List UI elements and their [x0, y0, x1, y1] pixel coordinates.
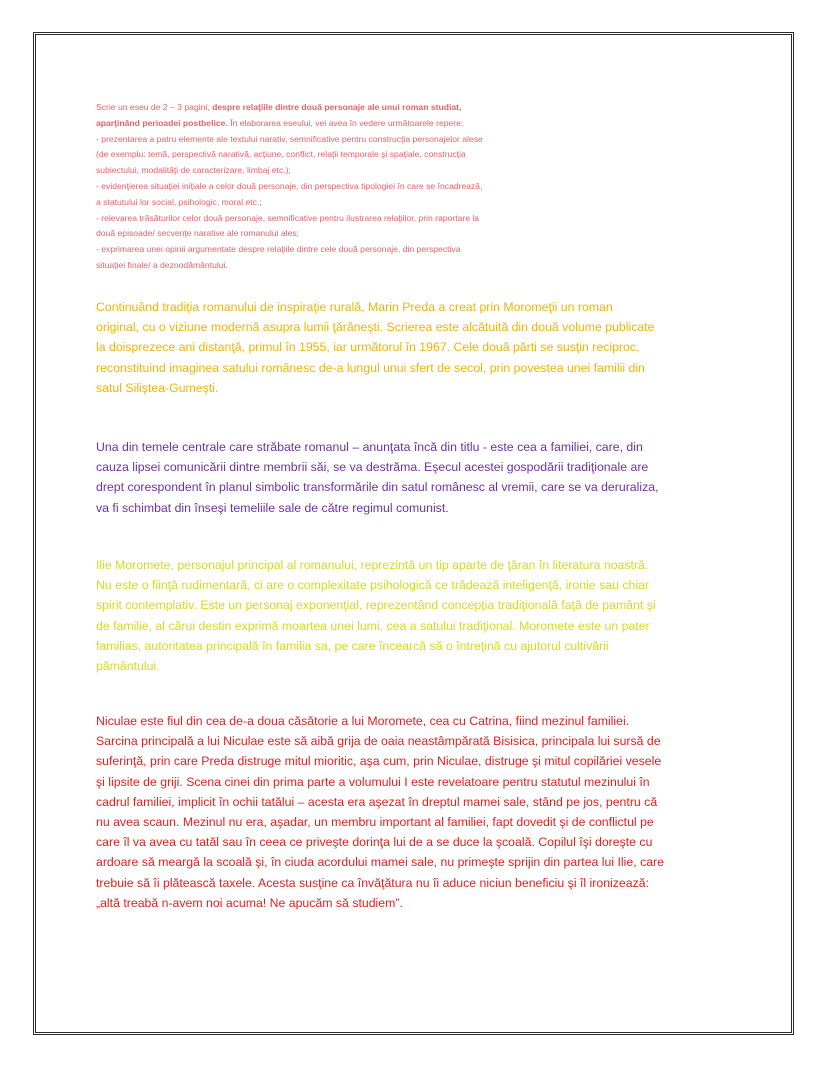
paragraph-line: Nu este o fiinţă rudimentară, ci are o complexitate psihologică ce trădează inteligenţă, ironie sau chiar	[96, 578, 649, 593]
paragraph-line: drept corespondent în planul simbolic transformările din satul românesc al vremii, care se va deruraliza,	[96, 480, 659, 495]
requirements-line	[96, 116, 483, 132]
requirements-instructions: În elaborarea eseului, vei avea în vedere următoarele repere:	[227, 117, 464, 128]
requirements-intro: Scrie un eseu de 2 – 3 pagini,	[96, 102, 213, 112]
paragraph-line: Niculae este fiul din cea de-a doua căsătorie a lui Moromete, cea cu Catrina, fiind mezinul familiei.	[96, 714, 630, 728]
requirements-line: - evidenţierea situaţiei iniţiale a celor două personaje, din perspectiva tipologiei în care se încadrează,	[96, 180, 483, 191]
paragraph-line: Una din temele centrale care străbate romanul – anunţata încă din titlu - este cea a familiei, care, din	[96, 440, 643, 454]
paragraph-line: Sarcina principală a lui Niculae este să aibă grija de oaia neastâmpărată Bisisica, principala lui sursă de	[96, 734, 661, 749]
paragraph-line: satul Siliştea-Gumeşti.	[96, 380, 219, 395]
requirements-line: (de exemplu: temă, perspectivă narativă, acţiune, conflict, relaţii temporale şi spaţiale, construcţia	[96, 149, 466, 160]
paragraph-line: Continuând tradiţia romanului de inspiraţie rurală, Marin Preda a creat prin Moromeţii un roman	[96, 300, 613, 314]
requirements-line: subiectului, modalităţi de caracterizare, limbaj etc.);	[96, 165, 291, 176]
requirements-line	[96, 100, 483, 116]
paragraph-line: şi lipsite de griji. Scena cinei din prima parte a volumului I este revelatoare pentru statutul mezinului în	[96, 774, 650, 789]
paragraph-line: familias, autoritatea principală în familia sa, pe care încearcă să o întreţină cu ajutorul cultivării	[96, 638, 609, 653]
paragraph-intro	[96, 297, 654, 398]
requirements-line: a statutului lor social, psihologic, moral etc.;	[96, 196, 262, 207]
paragraph-line: cauza lipsei comunicării dintre membrii săi, se va destrăma. Eşecul acestei gospodării tradiţionale are	[96, 460, 649, 475]
requirements-topic: despre relaţiile dintre două personaje ale unui roman studiat,	[212, 102, 462, 112]
paragraph-line: de familie, al cărui destin exprimă moartea unei lumi, cea a satului tradiţional. Moromete este un pater	[96, 618, 650, 633]
paragraph-theme	[96, 437, 659, 518]
paragraph-line: Ilie Moromete, personajul principal al romanului, reprezintă un tip aparte de ţăran în literatura noastră.	[96, 558, 649, 572]
requirements-line: două episoade/ secvenţe narative ale romanului ales;	[96, 228, 300, 239]
paragraph-line: ardoare să meargă la scoală şi, în ciuda acordului mamei sale, nu primeşte sprijin din partea lui Ilie, care	[96, 855, 664, 870]
paragraph-line: suferinţă, prin care Preda distruge mitul mioritic, aşa cum, prin Niculae, distruge şi mitul copilăriei vesele	[96, 754, 662, 769]
paragraph-line: cadrul familiei, implicit în ochii tatălui – acesta era aşezat în dreptul mamei sale, stând pe jos, pentru că	[96, 794, 658, 809]
paragraph-line: pământului.	[96, 659, 160, 674]
requirements-line: - prezentarea a patru elemente ale textului narativ, semnificative pentru construcţia personajelor alese	[96, 133, 483, 144]
paragraph-line: trebuie să îi plătească taxele. Acesta susţine ca învăţătura nu îi aduce niciun beneficiu şi îl ironizează:	[96, 875, 649, 890]
paragraph-line: spirit contemplativ. Este un personaj exponenţial, reprezentând concepţia tradiţională faţă de pamânt şi	[96, 598, 656, 613]
paragraph-line: original, cu o viziune modernă asupra lumii ţărăneşti. Scrierea este alcătuită din două volume publicate	[96, 320, 655, 335]
paragraph-line: la doisprezece ani distanţă, primul în 1955, iar următorul în 1967. Cele două părti se susţin reciproc,	[96, 340, 640, 355]
requirements-period: aparţinând perioadei postbelice.	[96, 117, 228, 128]
essay-requirements	[96, 100, 483, 274]
requirements-line: situaţiei finale/ a deznodământului.	[96, 259, 228, 270]
requirements-line: - relevarea trăsăturilor celor două personaje, semnificative pentru ilustrarea relaţiilor, prin raportare la	[96, 212, 480, 223]
paragraph-line: „altă treabă n-avem noi acuma! Ne apucăm să studiem”.	[96, 895, 403, 910]
paragraph-line: nu avea scaun. Mezinul nu era, aşadar, un membru important al familiei, fapt dovedit şi de conflictul pe	[96, 815, 654, 830]
paragraph-niculae	[96, 711, 664, 913]
requirements-line: - exprimarea unei opinii argumentate despre relaţiile dintre cele două personaje, din perspectiva	[96, 244, 461, 255]
paragraph-line: va fi schimbat din înseşi temeliile sale de către regimul comunist.	[96, 500, 449, 515]
paragraph-line: care îl va avea cu tatăl sau în ceea ce priveşte dorinţa lui de a se duce la şcoală. Copilul îşi doreşte cu	[96, 835, 653, 850]
paragraph-line: reconstituind imaginea satului românesc de-a lungul unui sfert de secol, prin povestea unei familii din	[96, 360, 645, 375]
paragraph-ilie-moromete	[96, 555, 656, 676]
